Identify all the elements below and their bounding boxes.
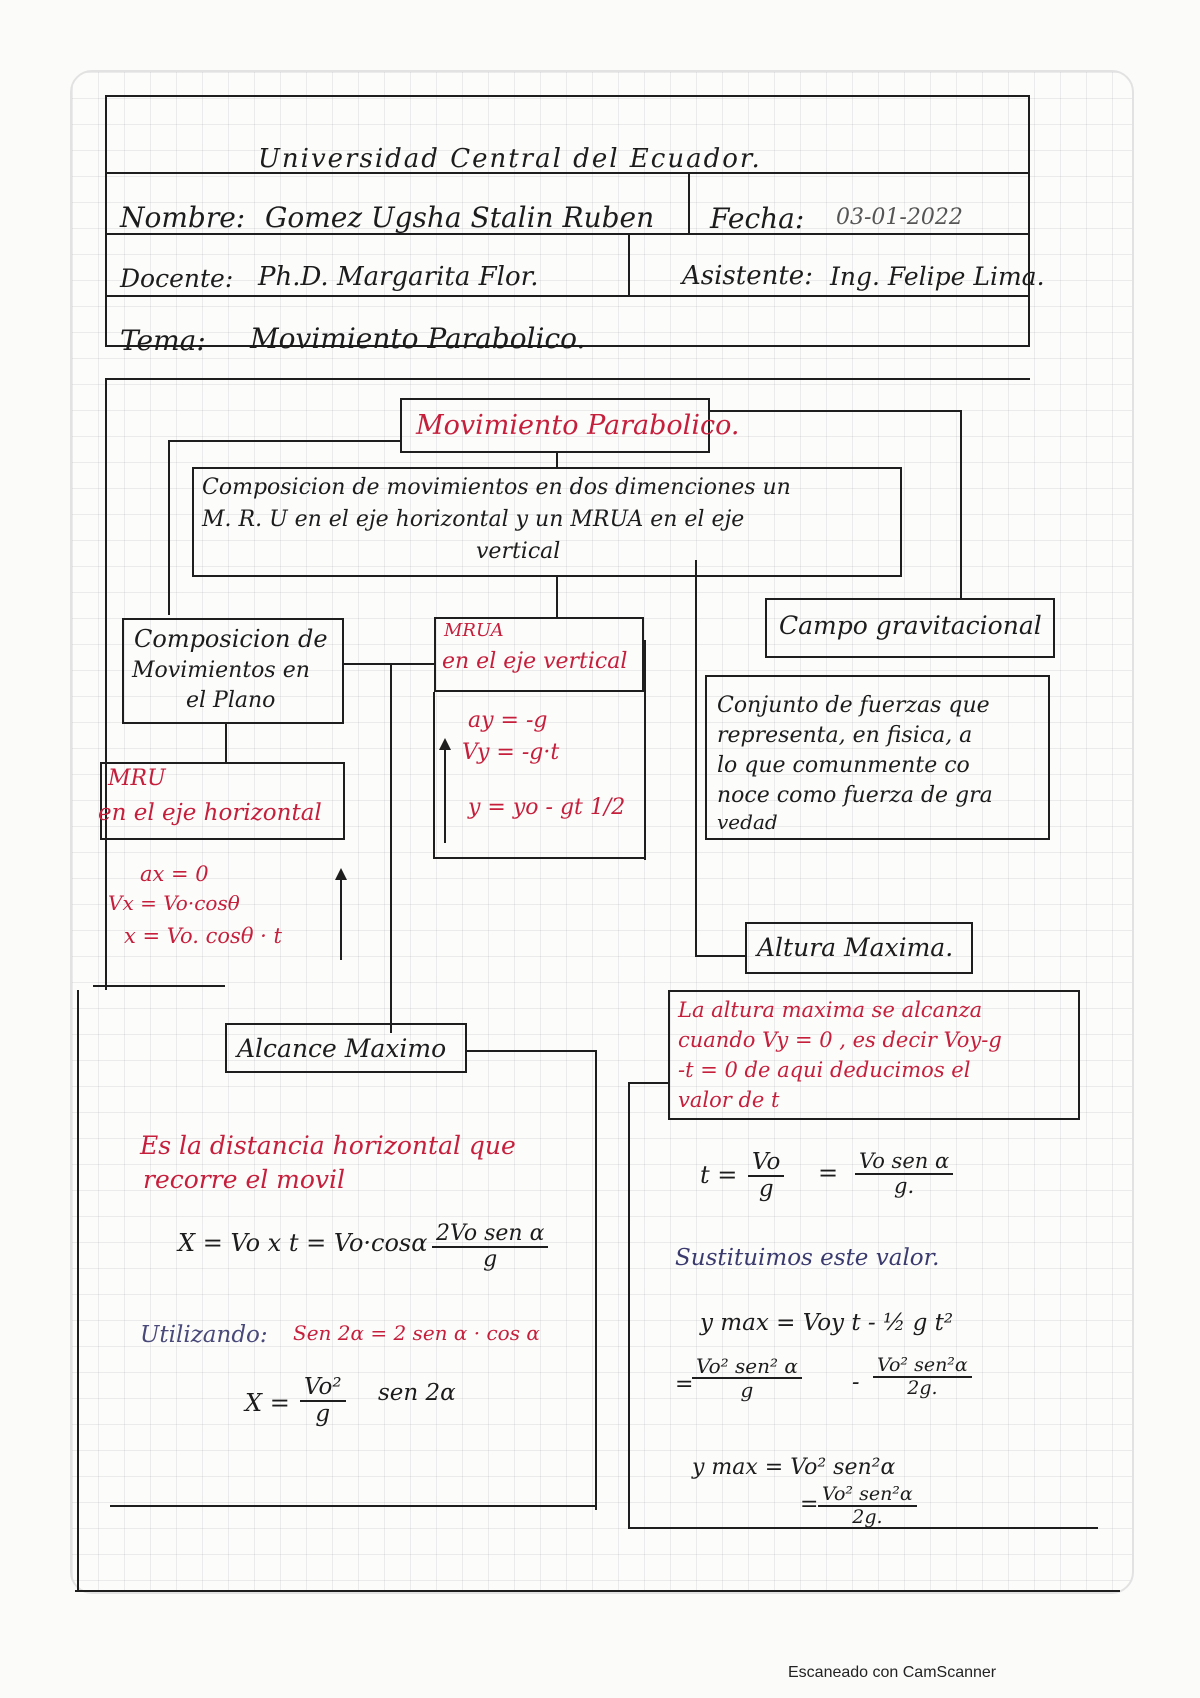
utilizando-label: Utilizando: [140, 1322, 268, 1348]
campo-text-line: vedad [717, 810, 778, 834]
connector-line [225, 724, 227, 764]
ymax4-fraction [818, 1484, 917, 1528]
fraction-numerator: Vo² sen² α [692, 1355, 802, 1379]
map-title-box [400, 398, 740, 453]
fraction-denominator: g. [894, 1174, 915, 1199]
altura-text-box [668, 990, 1080, 1120]
altura-text-line: valor de t [678, 1088, 780, 1112]
docente-value: Ph.D. Margarita Flor. [258, 262, 539, 292]
ymax2-fraction [692, 1355, 802, 1401]
arrow-up-icon [439, 738, 451, 750]
mrua-formula: Vy = -g·t [462, 740, 560, 765]
frame-line [77, 990, 79, 1590]
connector-line [628, 1082, 630, 1527]
mru-formula: Vx = Vo·cosθ [108, 891, 240, 915]
campo-text-line: representa, en fisica, a [717, 723, 973, 748]
university-title: Universidad Central del Ecuador. [258, 144, 762, 174]
composicion-line: Composicion de [134, 625, 328, 653]
connector-line [695, 560, 697, 955]
mrua-formula: y = yo - gt 1/2 [468, 795, 626, 820]
campo-text-line: lo que comunmente co [717, 753, 970, 778]
sustituimos-text: Sustituimos este valor. [675, 1245, 940, 1271]
frame-line [75, 1590, 1120, 1592]
alcance-text-line: recorre el movil [143, 1165, 346, 1194]
connector-line [695, 955, 745, 957]
frame-line [105, 378, 107, 990]
header-divider [105, 295, 1030, 297]
asistente-value: Ing. Felipe Lima. [830, 262, 1045, 291]
fraction-numerator: Vo² [300, 1375, 346, 1402]
connector-line [168, 440, 400, 442]
x-formula-left: X = Vo x t = Vo·cosα [178, 1229, 428, 1257]
ymax2-equals: = [675, 1372, 694, 1397]
ymax2-fraction [873, 1355, 972, 1399]
campo-text-line: Conjunto de fuerzas que [717, 693, 990, 718]
fraction-numerator: Vo² sen²α [818, 1484, 917, 1507]
header-divider [628, 233, 630, 295]
arrow-line [340, 880, 342, 960]
t-formula-fraction [748, 1150, 784, 1203]
fraction-denominator: g [483, 1247, 498, 1273]
mru-box [100, 762, 345, 840]
altura-text-line: -t = 0 de aqui deducimos el [678, 1058, 971, 1082]
mru-formula: x = Vo. cosθ · t [124, 924, 282, 948]
ymax-result: y max = Vo² sen²α [692, 1455, 896, 1480]
fraction-numerator: Vo² sen²α [873, 1355, 972, 1378]
docente-label: Docente: [120, 264, 234, 293]
alcance-title: Alcance Maximo [237, 1034, 447, 1063]
connector-line [390, 663, 392, 1033]
t-formula-left: t = [700, 1161, 738, 1189]
x-formula-fraction [432, 1222, 548, 1272]
mrua-title-line: MRUA [444, 620, 504, 641]
t-formula-equals: = [818, 1159, 839, 1187]
altura-text-line: cuando Vy = 0 , es decir Voy-g [678, 1028, 1002, 1052]
composicion-line: Movimientos en [132, 658, 310, 683]
ymax2-minus: - [852, 1370, 860, 1395]
utilizando-value: Sen 2α = 2 sen α · cos α [293, 1321, 540, 1345]
connector-line [628, 1082, 668, 1084]
fraction-denominator: 2g. [907, 1376, 938, 1399]
definition-line: Composicion de movimientos en dos dimenciones un [202, 475, 791, 500]
frame-line [93, 985, 225, 987]
definition-box [192, 467, 902, 577]
fecha-label: Fecha: [710, 202, 805, 235]
scanner-watermark: Escaneado con CamScanner [788, 1664, 997, 1681]
x2-formula-left: X = [245, 1389, 290, 1417]
mrua-formula: ay = -g [468, 708, 548, 733]
x2-formula-right: sen 2α [378, 1380, 456, 1406]
arrow-up-icon [335, 868, 347, 880]
t-formula-fraction [855, 1150, 953, 1198]
ymax-formula: y max = Voy t - ½ g t² [700, 1310, 954, 1336]
mrua-title-line: en el eje vertical [442, 649, 628, 674]
connector-line [960, 410, 962, 600]
fecha-value: 03-01-2022 [836, 205, 963, 230]
mru-title-line: MRU [108, 766, 166, 791]
mru-formula: ax = 0 [140, 862, 209, 886]
connector-line [110, 1505, 595, 1507]
definition-line: vertical [476, 539, 561, 564]
map-title: Movimiento Parabolico. [416, 410, 740, 441]
connector-line [644, 640, 646, 860]
composicion-line: el Plano [186, 688, 276, 713]
connector-line [344, 663, 434, 665]
tema-value: Movimiento Parabolico. [250, 322, 586, 355]
connector-line [433, 857, 644, 859]
asistente-label: Asistente: [682, 261, 813, 291]
nombre-value: Gomez Ugsha Stalin Ruben [265, 201, 655, 234]
campo-text-box [705, 675, 1050, 840]
fraction-denominator: g [315, 1401, 331, 1428]
mru-title-line: en el eje horizontal [98, 800, 322, 826]
connector-line [556, 577, 558, 617]
campo-text-line: noce como fuerza de gra [717, 783, 993, 808]
campo-box [765, 598, 1055, 658]
connector-line [710, 410, 960, 412]
header-divider [688, 172, 690, 233]
alcance-title-box [225, 1023, 467, 1073]
fraction-denominator: g [740, 1378, 754, 1402]
frame-line [105, 378, 1030, 380]
campo-title: Campo gravitacional [779, 611, 1042, 640]
altura-title-box [745, 922, 973, 974]
altura-text-line: La altura maxima se alcanza [678, 998, 983, 1022]
definition-line: M. R. U en el eje horizontal y un MRUA en el eje [202, 507, 745, 532]
x2-formula-fraction [300, 1375, 346, 1428]
connector-line [467, 1050, 595, 1052]
arrow-line [444, 748, 446, 843]
tema-label: Tema: [120, 324, 206, 357]
connector-line [556, 453, 558, 467]
composicion-box [122, 618, 344, 724]
connector-line [168, 440, 170, 615]
nombre-label: Nombre: [120, 201, 246, 234]
fraction-denominator: g [758, 1176, 774, 1203]
altura-title: Altura Maxima. [757, 933, 954, 962]
alcance-text-line: Es la distancia horizontal que [140, 1131, 516, 1160]
fraction-numerator: Vo sen α [855, 1150, 953, 1175]
mrua-box [434, 617, 644, 692]
ymax4-equals: = [800, 1492, 819, 1517]
fraction-numerator: Vo [748, 1150, 784, 1177]
fraction-numerator: 2Vo sen α [432, 1222, 548, 1248]
connector-line [433, 692, 435, 857]
fraction-denominator: 2g. [852, 1505, 883, 1528]
connector-line [595, 1050, 597, 1510]
